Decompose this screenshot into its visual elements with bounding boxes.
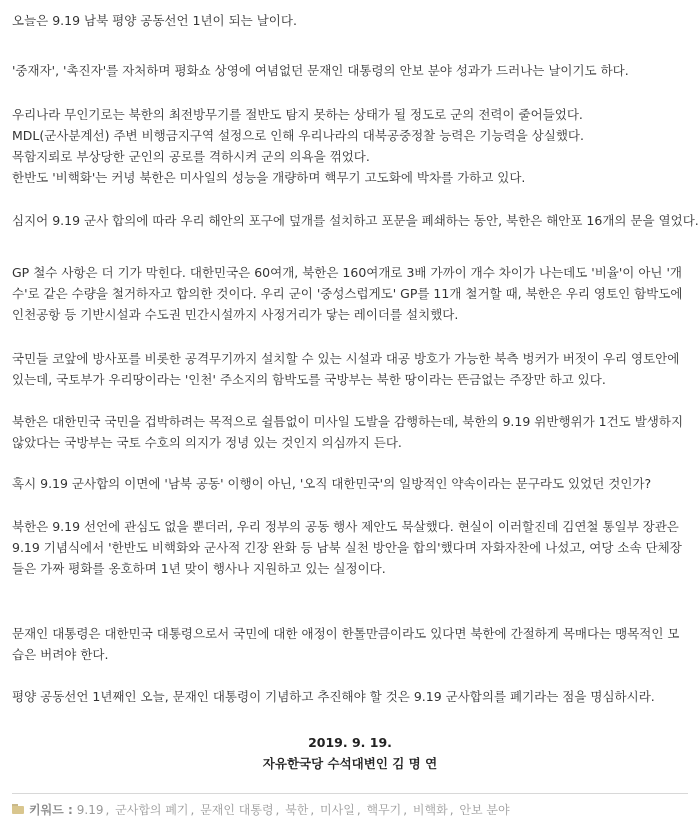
paragraph-line: 북한은 9.19 선언에 관심도 없을 뿐더러, 우리 정부의 공동 행사 제안도 묵살했다. 현실이 이러할진데 김연철 통일부 장관은: [12, 519, 679, 534]
paragraph-9: [12, 516, 682, 579]
paragraph-line: 9.19 기념식에서 '한반도 비핵화와 군사적 긴장 완화 등 남북 실천 방안을 합의'했다며 자화자찬에 나섰고, 여당 소속 단체장: [12, 540, 682, 555]
keyword-separator: ,: [356, 802, 361, 817]
keyword-separator: ,: [449, 802, 454, 817]
paragraph-4: [12, 210, 699, 231]
keyword-link[interactable]: 문재인 대통령: [200, 802, 274, 817]
folder-icon: [12, 804, 25, 814]
keyword-separator: ,: [105, 802, 110, 817]
paragraph-line: 한반도 '비핵화'는 커녕 북한은 미사일의 성능을 개량하며 핵무기 고도화에 박차를 가하고 있다.: [12, 170, 526, 185]
paragraph-line: 우리나라 무인기로는 북한의 최전방무기를 절반도 탐지 못하는 상태가 될 정도로 군의 전력이 줄어들었다.: [12, 107, 583, 122]
signature-block: [12, 732, 688, 774]
keyword-link[interactable]: 비핵화: [412, 802, 448, 817]
paragraph-1: [12, 10, 297, 31]
paragraph-10: [12, 623, 679, 665]
keyword-separator: ,: [310, 802, 315, 817]
keyword-separator: ,: [403, 802, 408, 817]
paragraph-line: 혹시 9.19 군사합의 이면에 '남북 공동' 이행이 아닌, '오직 대한민국'의 일방적인 약속이라는 문구라도 있었던 것인가?: [12, 476, 652, 491]
paragraph-5: [12, 262, 682, 325]
keyword-link[interactable]: 북한: [285, 802, 309, 817]
paragraph-line: MDL(군사분계선) 주변 비행금지구역 설정으로 인해 우리나라의 대북공중정찰 능력은 기능력을 상실했다.: [12, 128, 584, 143]
paragraph-line: 않았다는 국방부는 국토 수호의 의지가 정녕 있는 것인지 의심까지 든다.: [12, 435, 402, 450]
keyword-label: 키워드 :: [29, 802, 73, 817]
spokesperson-name: 자유한국당 수석대변인 김 명 연: [262, 756, 438, 771]
paragraph-6: [12, 348, 679, 390]
paragraph-line: 심지어 9.19 군사 합의에 따라 우리 해안의 포구에 덮개를 설치하고 포문을 폐쇄하는 동안, 북한은 해안포 16개의 문을 열었다.: [12, 213, 699, 228]
paragraph-line: 국민들 코앞에 방사포를 비롯한 공격무기까지 설치할 수 있는 시설과 대공 방호가 가능한 북측 벙커가 버젓이 우리 영토안에: [12, 351, 680, 366]
paragraph-2: [12, 60, 629, 81]
release-date: 2019. 9. 19.: [308, 735, 392, 750]
paragraph-line: 들은 가짜 평화를 옹호하며 1년 맞이 행사나 지원하고 있는 실정이다.: [12, 561, 386, 576]
paragraph-line: 목함지뢰로 부상당한 군인의 공로를 격하시켜 군의 의욕을 꺾었다.: [12, 149, 370, 164]
keyword-link[interactable]: 9.19: [76, 802, 104, 817]
paragraph-3: [12, 104, 584, 188]
paragraph-line: GP 철수 사항은 더 기가 막힌다. 대한민국은 60여개, 북한은 160여개로 3배 가까이 개수 차이가 나는데도 '비율'이 아닌 '개: [12, 265, 682, 280]
keyword-link[interactable]: 미사일: [320, 802, 355, 817]
keyword-bar: [12, 793, 688, 824]
paragraph-11: [12, 686, 655, 707]
paragraph-line: 평양 공동선언 1년째인 오늘, 문재인 대통령이 기념하고 추진해야 할 것은 9.19 군사합의를 폐기라는 점을 명심하시라.: [12, 689, 655, 704]
paragraph-7: [12, 411, 683, 453]
paragraph-line: 북한은 대한민국 국민을 겁박하려는 목적으로 쉴틈없이 미사일 도발을 감행하는데, 북한의 9.19 위반행위가 1건도 발생하지: [12, 414, 684, 429]
keyword-separator: ,: [275, 802, 280, 817]
keyword-list: [77, 801, 510, 818]
keyword-link[interactable]: 핵무기: [366, 802, 402, 817]
paragraph-line: 인천공항 등 기반시설과 수도권 민간시설까지 사정거리가 닿는 레이더를 설치했다.: [12, 307, 459, 322]
paragraph-line: '중재자', '촉진자'를 자처하며 평화쇼 상영에 여념없던 문재인 대통령의 안보 분야 성과가 드러나는 날이기도 하다.: [12, 63, 629, 78]
keyword-link[interactable]: 안보 분야: [459, 802, 510, 817]
paragraph-line: 있는데, 국토부가 우리땅이라는 '인천' 주소지의 함박도를 국방부는 북한 땅이라는 뜬금없는 주장만 하고 있다.: [12, 372, 606, 387]
keyword-separator: ,: [190, 802, 195, 817]
keyword-link[interactable]: 군사합의 폐기: [115, 802, 189, 817]
paragraph-line: 습은 버려야 한다.: [12, 647, 109, 662]
paragraph-8: [12, 473, 651, 494]
paragraph-line: 수'로 같은 수량을 철거하자고 합의한 것이다. 우리 군이 '중성스럽게도' GP를 11개 철거할 때, 북한은 우리 영토인 함박도에: [12, 286, 683, 301]
paragraph-line: 문재인 대통령은 대한민국 대통령으로서 국민에 대한 애정이 한톨만큼이라도 있다면 북한에 간절하게 목매다는 맹목적인 모: [12, 626, 680, 641]
paragraph-line: 오늘은 9.19 남북 평양 공동선언 1년이 되는 날이다.: [12, 13, 297, 28]
